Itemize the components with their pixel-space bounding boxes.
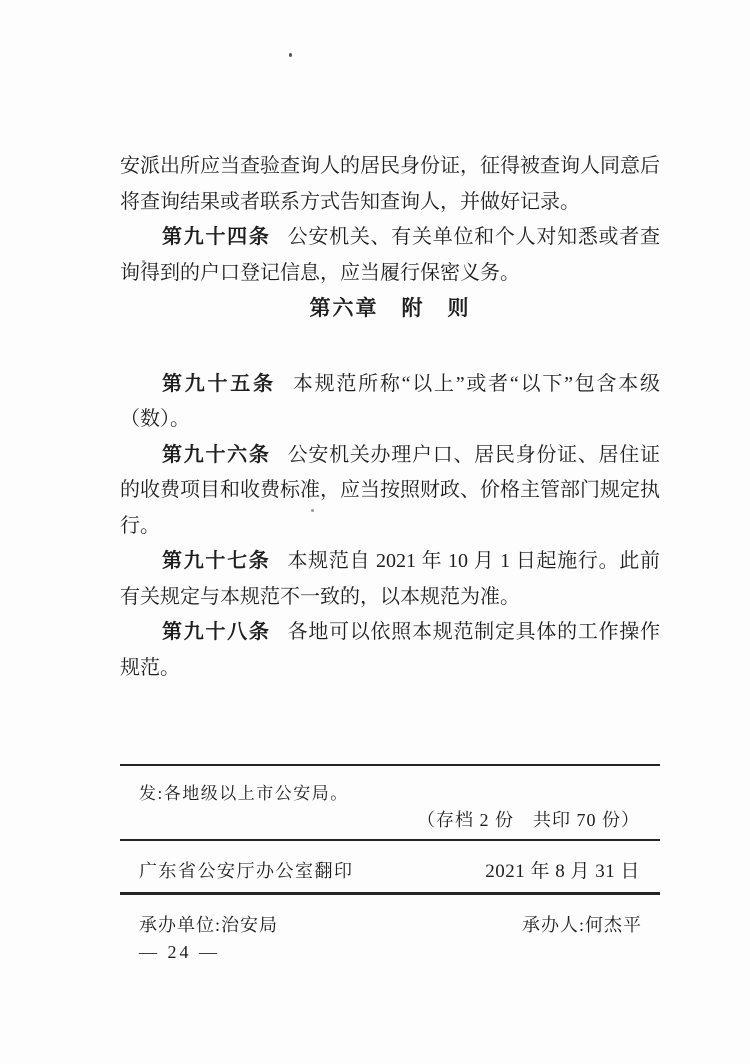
articles-block (120, 367, 660, 687)
article-94-text: 公安机关、有关单位和个人对知悉或者查询得到的户口登记信息，应当履行保密义务。 (120, 226, 661, 284)
handler-name: 承办人:何杰平 (521, 915, 642, 935)
footer-divider-top (120, 764, 660, 766)
handler-row (139, 911, 642, 937)
article-97-text: 本规范自 2021 年 10 月 1 日起施行。此前有关规定与本规范不一致的，以本规范为准。 (120, 550, 661, 608)
page-number: — 24 — (139, 942, 220, 962)
article-98 (120, 615, 660, 686)
article-98-number: 第九十八条 (162, 621, 271, 643)
article-98-text: 各地可以依照本规范制定具体的工作操作规范。 (120, 621, 661, 679)
distribution-note: 发:各地级以上市公安局。 (139, 784, 349, 803)
article-97 (120, 544, 660, 615)
footer-divider-bottom (120, 892, 660, 895)
footer-divider-middle (120, 839, 660, 841)
scan-speck (289, 53, 292, 57)
article-95-number: 第九十五条 (162, 372, 276, 395)
article-94-number: 第九十四条 (162, 226, 271, 248)
article-97-number: 第九十七条 (162, 550, 271, 572)
handling-unit: 承办单位:治安局 (139, 915, 279, 935)
article-96-text: 公安机关办理户口、居民身份证、居住证的收费项目和收费标准，应当按照财政、价格主管部门规定执行。 (120, 443, 661, 537)
article-95 (120, 367, 660, 438)
intro-paragraph: 安派出所应当查验查询人的居民身份证，征得被查询人同意后将查询结果或者联系方式告知查询人，并做好记录。 (120, 155, 660, 213)
article-94 (120, 220, 660, 291)
article-96 (120, 438, 660, 545)
chapter-heading: 第六章 附 则 (309, 297, 471, 320)
printer-row (139, 856, 640, 883)
article-96-number: 第九十六条 (162, 443, 271, 466)
printer-name: 广东省公安厅办公室翻印 (139, 861, 354, 881)
print-date: 2021 年 8 月 31 日 (485, 861, 640, 882)
document-body (120, 149, 660, 686)
article-95-text: 本规范所称“以上”或者“以下”包含本级（数）。 (120, 372, 661, 430)
copies-note: （存档 2 份 共印 70 份） (417, 810, 640, 830)
